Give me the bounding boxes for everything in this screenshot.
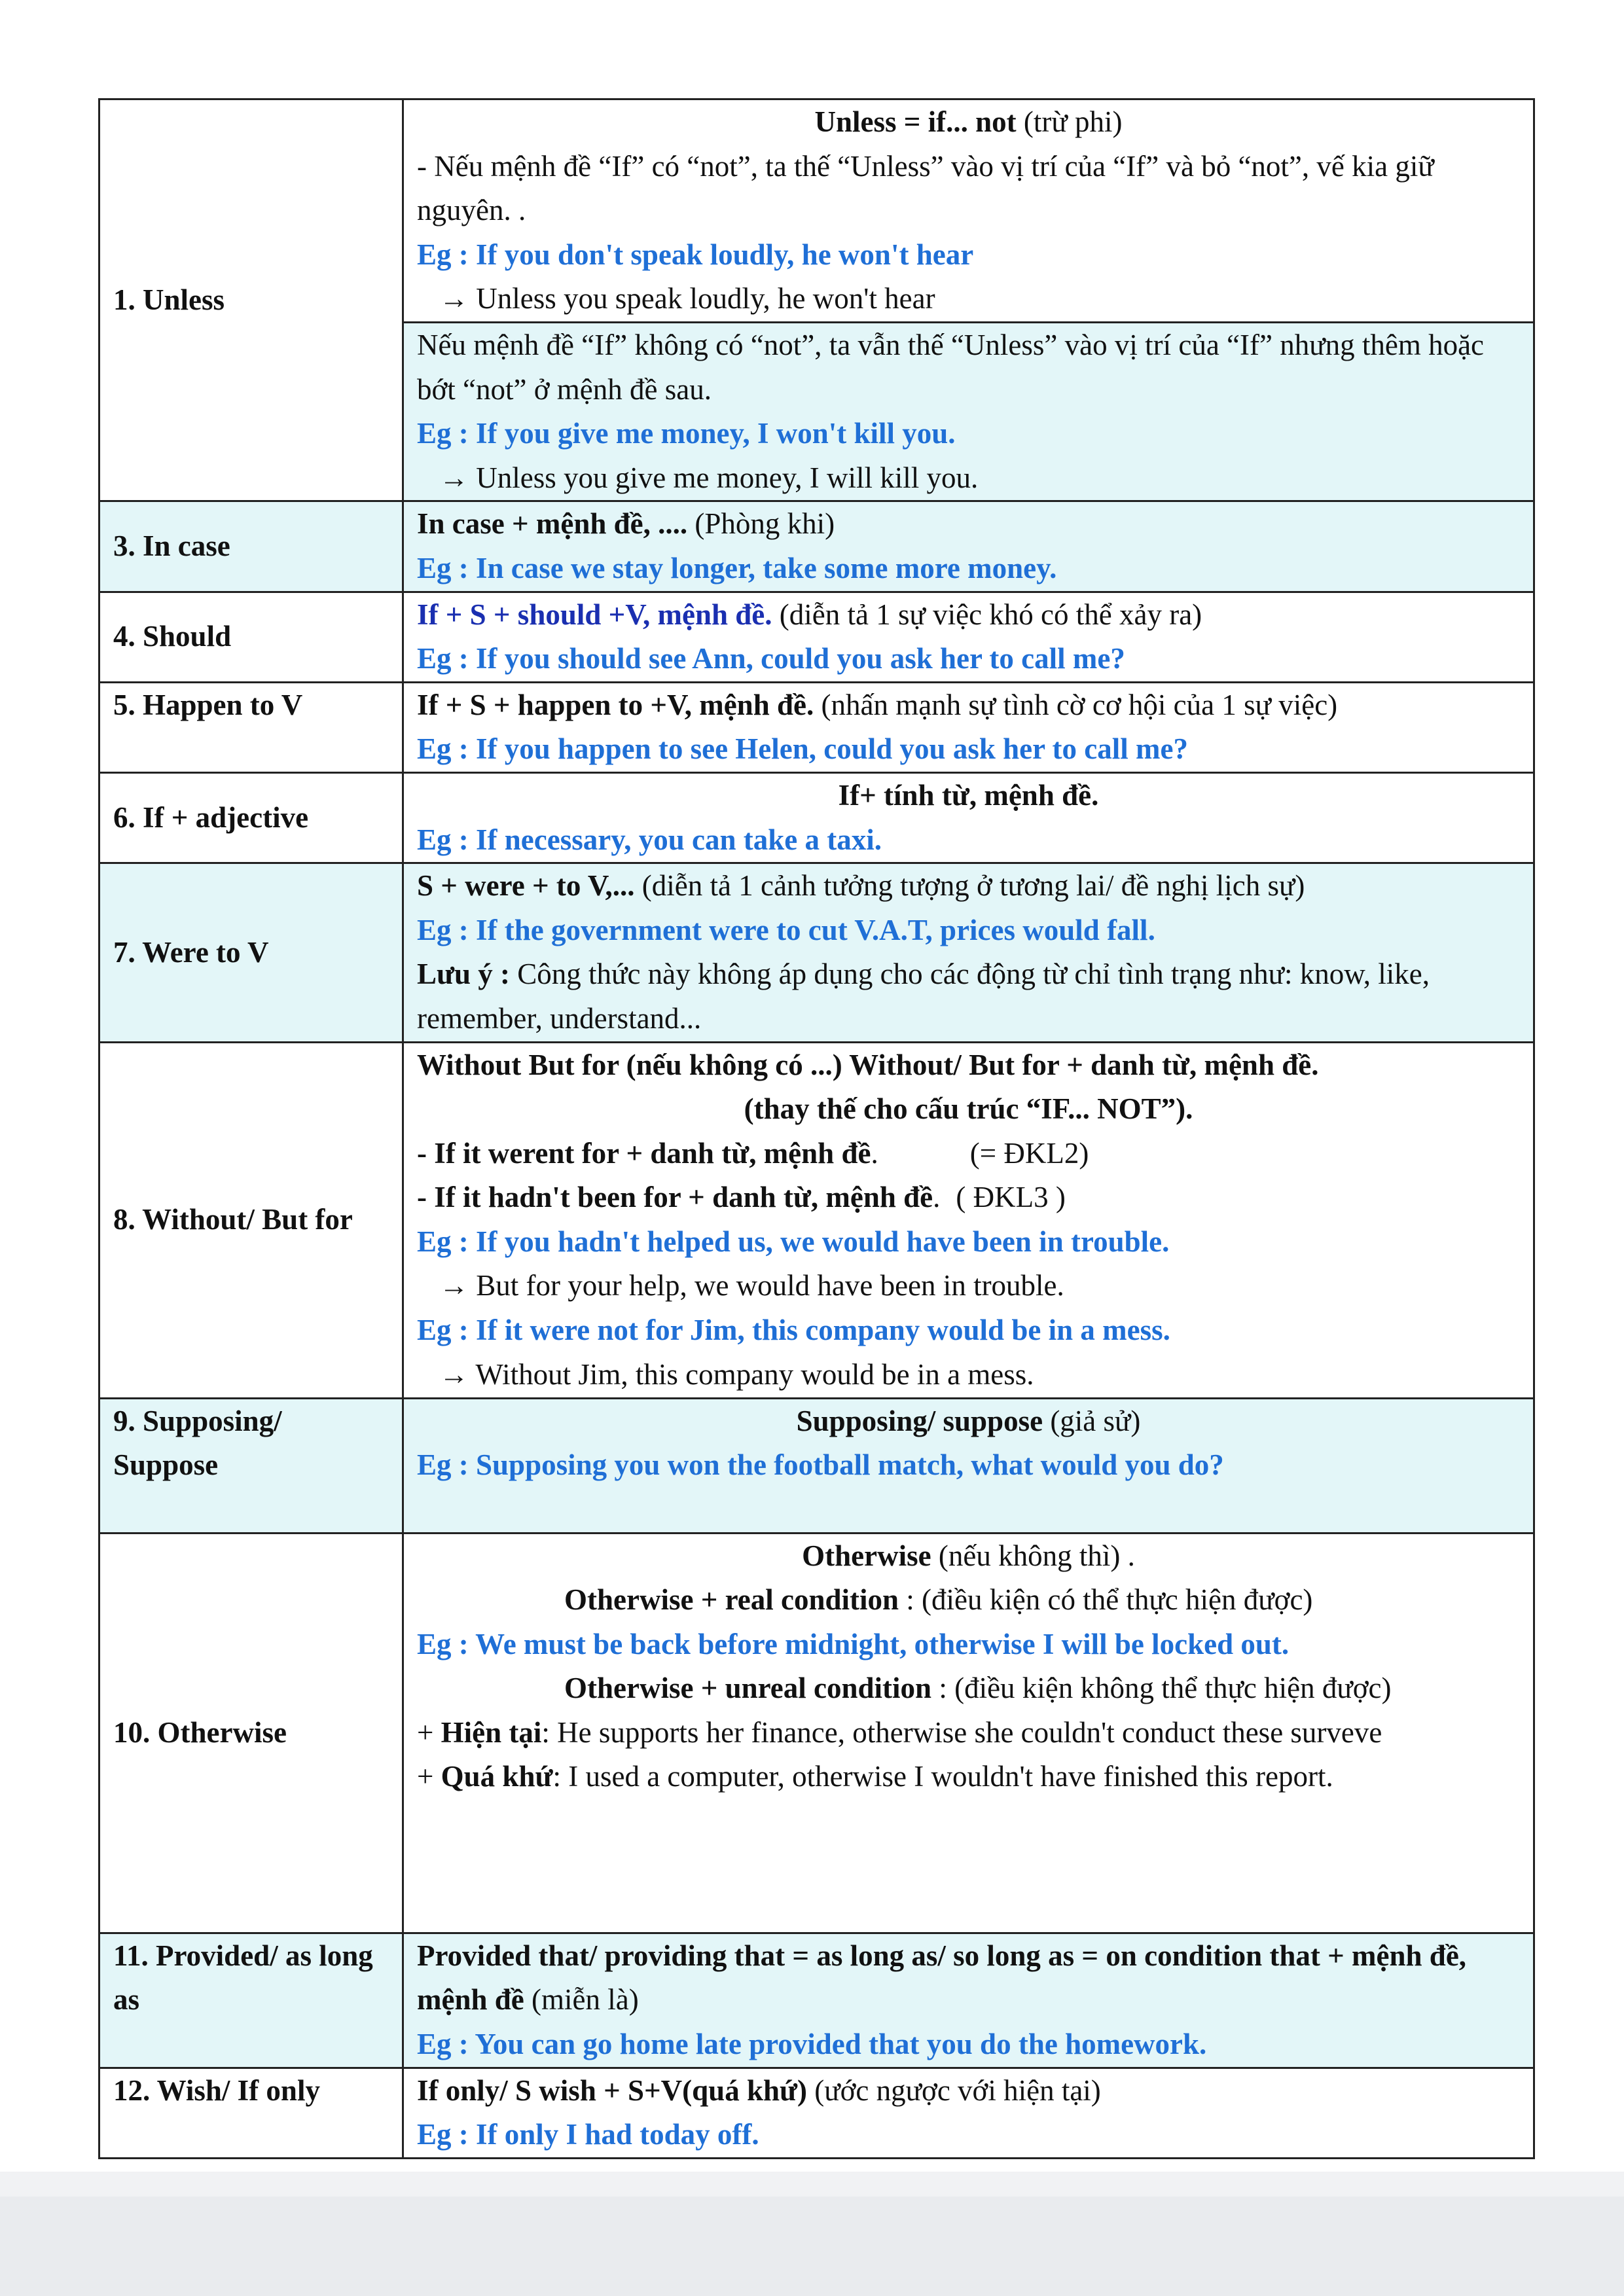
label-should: 4. Should <box>99 592 403 682</box>
label-without: 8. Without/ But for <box>99 1042 403 1398</box>
provided-formula <box>417 1934 1520 2022</box>
if-adjective-formula: If+ tính từ, mệnh đề. <box>838 778 1099 812</box>
in-case-formula-normal: (Phòng khi) <box>687 507 835 541</box>
otherwise-present-prefix: + <box>417 1715 441 1749</box>
unless-title <box>417 100 1520 145</box>
label-happen-to: 5. Happen to V <box>99 682 403 772</box>
provided-formula-normal: (miễn là) <box>524 1983 639 2017</box>
happen-to-example: Eg : If you happen to see Helen, could you ask her to call me? <box>417 732 1188 766</box>
if-adjective-example: Eg : If necessary, you can take a taxi. <box>417 823 882 856</box>
without-formula2 <box>417 1175 1520 1220</box>
label-if-adjective: 6. If + adjective <box>99 772 403 863</box>
unless-desc-b: Nếu mệnh đề “If” không có “not”, ta vẫn thế “Unless” vào vị trí của “If” nhưng thêm hoặc bớt “not” ở mệnh đề sau. <box>417 329 1485 406</box>
otherwise-title-normal: (nếu không thì) . <box>931 1539 1135 1572</box>
supposing-formula-bold: Supposing/ suppose <box>796 1404 1043 1437</box>
were-to-formula-bold: S + were + to V,... <box>417 869 635 903</box>
unless-example-a: Eg : If you don't speak loudly, he won't hear <box>417 238 974 271</box>
without-formula2-dot: . <box>933 1181 941 1214</box>
row-were-to <box>99 863 1534 1042</box>
row-happen-to <box>99 682 1534 772</box>
should-formula-bold: If + S + should +V, mệnh đề. <box>417 598 772 631</box>
were-to-note <box>417 952 1520 1041</box>
otherwise-present-normal: : He supports her finance, otherwise she couldn't conduct these surveve <box>541 1715 1382 1749</box>
were-to-note-normal: Công thức này không áp dụng cho các động từ chỉ tình trạng như: know, like, remember, understand... <box>417 958 1430 1035</box>
otherwise-past <box>417 1755 1520 1799</box>
without-formula1-dot: . <box>871 1136 878 1170</box>
should-formula-normal: (diễn tả 1 sự việc khó có thể xảy ra) <box>772 598 1202 631</box>
cell-were-to <box>403 863 1534 1042</box>
without-formula2-bold: - If it hadn't been for + danh từ, mệnh đề <box>417 1181 933 1214</box>
cell-provided <box>403 1933 1534 2068</box>
otherwise-example: Eg : We must be back before midnight, otherwise I will be locked out. <box>417 1627 1290 1660</box>
were-to-note-bold: Lưu ý : <box>417 958 511 991</box>
otherwise-past-bold: Quá khứ <box>441 1760 553 1793</box>
were-to-example: Eg : If the government were to cut V.A.T, prices would fall. <box>417 913 1155 946</box>
row-provided <box>99 1933 1534 2068</box>
row-in-case <box>99 501 1534 592</box>
unless-desc-a: - Nếu mệnh đề “If” có “not”, ta thế “Unless” vào vị trí của “If” và bỏ “not”, vế kia giữ nguyên. . <box>417 149 1434 227</box>
label-otherwise: 10. Otherwise <box>99 1533 403 1933</box>
happen-to-formula-normal: (nhấn mạnh sự tình cờ cơ hội của 1 sự việc) <box>814 688 1338 721</box>
otherwise-unreal-bold: Otherwise + unreal condition <box>564 1672 932 1705</box>
should-example: Eg : If you should see Ann, could you ask her to call me? <box>417 642 1125 675</box>
were-to-formula-normal: (diễn tả 1 cảnh tưởng tượng ở tương lai/ đề nghị lịch sự) <box>634 869 1305 903</box>
wish-formula-normal: (ước ngược với hiện tại) <box>807 2073 1101 2107</box>
without-formula1 <box>417 1132 1520 1176</box>
cell-wish <box>403 2068 1534 2158</box>
cell-unless-b <box>403 323 1534 501</box>
wish-formula-bold: If only/ S wish + S+V(quá khứ) <box>417 2073 807 2107</box>
label-were-to: 7. Were to V <box>99 863 403 1042</box>
wish-example: Eg : If only I had today off. <box>417 2118 759 2151</box>
otherwise-past-normal: : I used a computer, otherwise I wouldn't have finished this report. <box>552 1760 1333 1793</box>
without-formula1-bold: - If it werent for + danh từ, mệnh đề <box>417 1136 871 1170</box>
label-in-case: 3. In case <box>99 501 403 592</box>
row-supposing <box>99 1398 1534 1533</box>
without-heading1: Without But for (nếu không có ...) Without/ But for + danh từ, mệnh đề. <box>417 1048 1319 1081</box>
provided-formula-bold: Provided that/ providing that = as long as/ so long as = on condition that + mệnh đề, mệnh đề <box>417 1939 1467 2017</box>
cell-unless-a <box>403 99 1534 323</box>
otherwise-real <box>417 1578 1520 1623</box>
label-supposing: 9. Supposing/ Suppose <box>99 1398 403 1533</box>
cell-should <box>403 592 1534 682</box>
otherwise-unreal-normal: : (điều kiện không thể thực hiện được) <box>931 1672 1392 1705</box>
wish-formula <box>417 2069 1520 2113</box>
without-formula1-tag: (= ĐKL2) <box>969 1136 1089 1170</box>
row-should <box>99 592 1534 682</box>
without-example2: Eg : If it were not for Jim, this company would be in a mess. <box>417 1314 1170 1347</box>
cell-happen-to <box>403 682 1534 772</box>
cell-if-adjective <box>403 772 1534 863</box>
row-wish <box>99 2068 1534 2158</box>
grammar-table <box>98 98 1535 2159</box>
without-result2: → Without Jim, this company would be in a mess. <box>439 1357 1034 1391</box>
without-result1: → But for your help, we would have been in trouble. <box>439 1269 1064 1302</box>
unless-result-a: → Unless you speak loudly, he won't hear <box>439 282 935 315</box>
provided-example: Eg : You can go home late provided that you do the homework. <box>417 2027 1207 2060</box>
supposing-formula <box>417 1399 1520 1444</box>
supposing-formula-normal: (giả sử) <box>1043 1404 1141 1437</box>
happen-to-formula <box>417 683 1520 728</box>
otherwise-unreal <box>417 1666 1520 1711</box>
unless-result-b: → Unless you give me money, I will kill you. <box>439 461 979 494</box>
should-formula <box>417 593 1520 637</box>
in-case-formula-bold: In case + mệnh đề, .... <box>417 507 688 541</box>
cell-in-case <box>403 501 1534 592</box>
label-wish: 12. Wish/ If only <box>99 2068 403 2158</box>
otherwise-title-bold: Otherwise <box>802 1539 931 1572</box>
cell-otherwise <box>403 1533 1534 1933</box>
row-unless <box>99 99 1534 323</box>
without-heading2: (thay thế cho cấu trúc “IF... NOT”). <box>744 1092 1193 1126</box>
otherwise-real-bold: Otherwise + real condition <box>564 1583 899 1617</box>
cell-without <box>403 1042 1534 1398</box>
label-provided: 11. Provided/ as long as <box>99 1933 403 2068</box>
without-example1: Eg : If you hadn't helped us, we would have been in trouble. <box>417 1225 1170 1258</box>
in-case-example: Eg : In case we stay longer, take some more money. <box>417 551 1057 584</box>
otherwise-past-prefix: + <box>417 1760 441 1793</box>
unless-example-b: Eg : If you give me money, I won't kill you. <box>417 417 956 450</box>
unless-title-bold: Unless = if... not <box>814 105 1017 138</box>
unless-title-normal: (trừ phi) <box>1016 105 1123 138</box>
supposing-example: Eg : Supposing you won the football match, what would you do? <box>417 1448 1224 1482</box>
cell-supposing <box>403 1398 1534 1533</box>
row-if-adjective <box>99 772 1534 863</box>
otherwise-real-normal: : (điều kiện có thể thực hiện được) <box>899 1583 1313 1617</box>
in-case-formula <box>417 502 1520 547</box>
happen-to-formula-bold: If + S + happen to +V, mệnh đề. <box>417 688 814 721</box>
row-otherwise <box>99 1533 1534 1933</box>
label-unless: 1. Unless <box>99 99 403 501</box>
without-formula2-tag: ( ĐKL3 ) <box>956 1181 1066 1214</box>
page-bottom-bar <box>0 2172 1624 2296</box>
row-without <box>99 1042 1534 1398</box>
otherwise-present <box>417 1711 1520 1755</box>
were-to-formula <box>417 864 1520 908</box>
otherwise-present-bold: Hiện tại <box>441 1715 542 1749</box>
otherwise-title <box>417 1534 1520 1579</box>
